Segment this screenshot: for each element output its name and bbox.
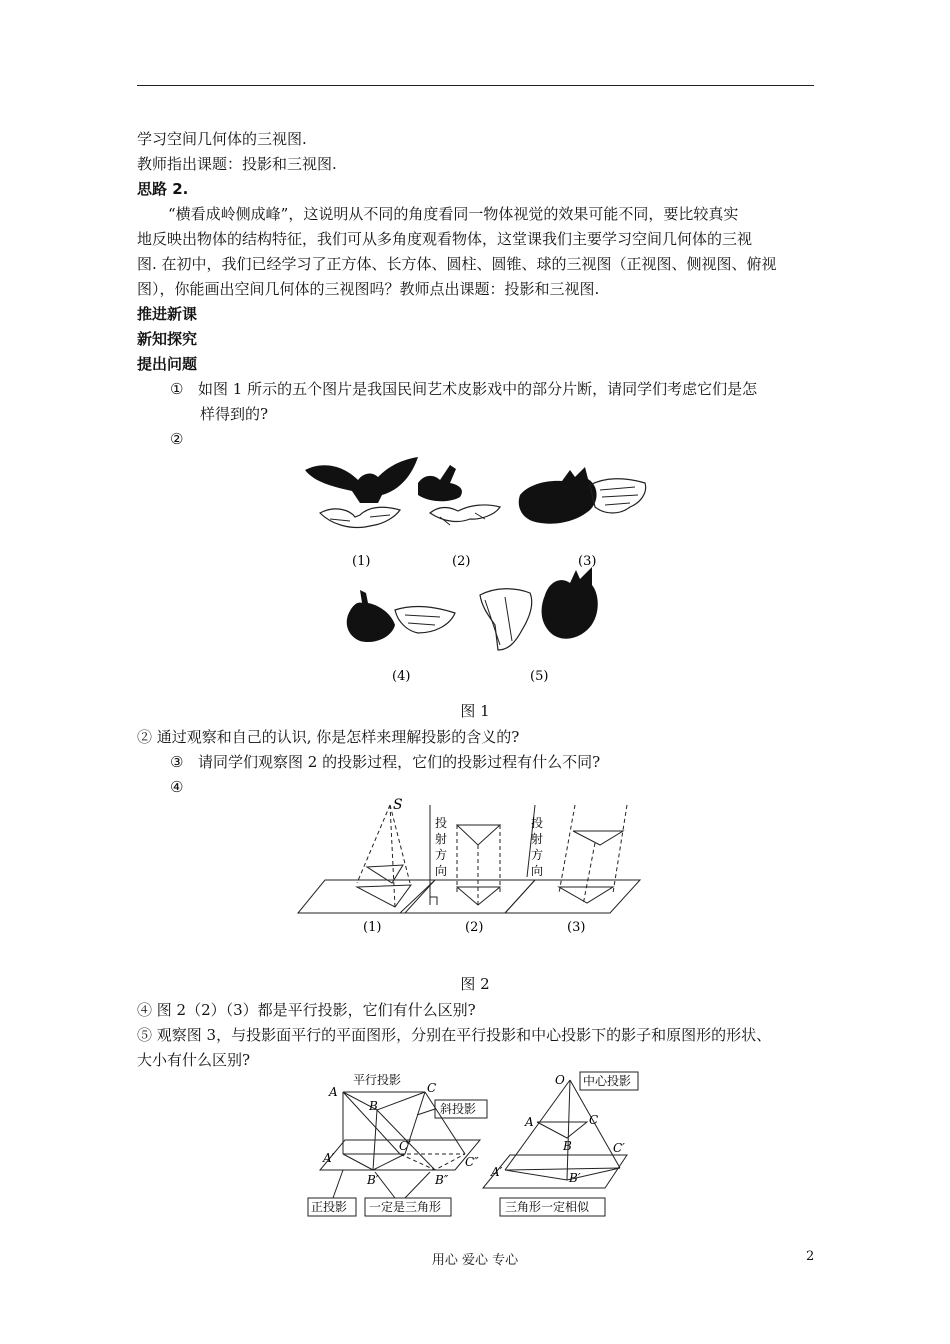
shadow-bird-image: [305, 457, 418, 527]
fig1-label-3: (3): [578, 554, 597, 569]
question-3-text: 请同学们观察图 2 的投影过程，它们的投影过程有什么不同?: [198, 753, 601, 771]
label-left-a: A: [329, 1085, 338, 1099]
svg-text:向: 向: [531, 864, 544, 878]
shadow-animal-image: [418, 465, 500, 525]
figure-2-caption: 图 2: [460, 975, 490, 993]
svg-text:方: 方: [531, 848, 544, 862]
point-s-label: S: [393, 797, 403, 813]
question-1-number: ①: [170, 380, 184, 398]
question-2-number: ②: [170, 430, 184, 448]
projection-direction-label-1: [435, 815, 447, 878]
paragraph-2: 教师指出课题：投影和三视图.: [137, 155, 337, 173]
label-left-c: C: [427, 1081, 437, 1095]
question-1-text-a: 如图 1 所示的五个图片是我国民间艺术皮影戏中的部分片断，请同学们考虑它们是怎: [198, 380, 758, 398]
question-5-text-b: 大小有什么区别?: [137, 1051, 251, 1069]
heading-xinzhi: 新知探究: [137, 330, 198, 348]
label-right-b: B: [563, 1139, 572, 1153]
svg-text:射: 射: [435, 832, 448, 846]
parallel-projection-title: 平行投影: [353, 1073, 402, 1087]
shadow-goat-image: [519, 467, 646, 524]
svg-text:向: 向: [435, 864, 448, 878]
figure-2-projections: [295, 795, 665, 940]
heading-tichu: 提出问题: [137, 355, 198, 373]
center-projection-title: 中心投影: [583, 1074, 632, 1088]
fig1-label-2: (2): [452, 554, 471, 569]
label-right-a-prime: A′: [491, 1165, 503, 1179]
must-triangle-label: 一定是三角形: [369, 1200, 442, 1214]
footer-text: 用心 爱心 专心: [431, 1253, 519, 1268]
label-left-b-double-prime: B″: [435, 1173, 449, 1187]
label-left-a-prime: A′: [323, 1151, 335, 1165]
figure-1-caption: 图 1: [460, 702, 490, 720]
label-right-c: C: [589, 1113, 599, 1127]
fig2-label-3: (3): [567, 920, 586, 935]
svg-text:射: 射: [531, 832, 544, 846]
question-5-text-a: ⑤ 观察图 3，与投影面平行的平面图形，分别在平行投影和中心投影下的影子和原图形的形状、: [137, 1026, 772, 1044]
label-right-a: A: [525, 1115, 534, 1129]
question-3: [170, 750, 600, 775]
paragraph-3c: 图. 在初中，我们已经学习了正方体、长方体、圆柱、圆锥、球的三视图（正视图、侧视图、俯视: [137, 255, 777, 273]
fig2-label-1: (1): [363, 920, 382, 935]
paragraph-3b: 地反映出物体的结构特征，我们可从多角度观看物体，这堂课我们主要学习空间几何体的三视: [137, 230, 753, 248]
label-left-c-prime: C′: [399, 1139, 411, 1153]
question-3-number: ③: [170, 753, 184, 771]
fig1-label-1: (1): [352, 554, 371, 569]
heading-tuijin: 推进新课: [137, 305, 198, 323]
projection-direction-label-2: [531, 815, 543, 878]
question-1: [170, 377, 757, 402]
fig2-label-2: (2): [465, 920, 484, 935]
label-left-b: B: [369, 1099, 378, 1113]
label-right-c-prime: C′: [613, 1141, 625, 1155]
figure-1-shadow-puppets: [300, 455, 660, 690]
fig1-label-4: (4): [392, 669, 411, 684]
label-left-c-double-prime: C″: [465, 1155, 479, 1169]
plane-1: [298, 880, 435, 913]
shadow-rabbit-image: [347, 590, 455, 642]
question-4-number: ④: [170, 778, 184, 796]
plane-3: [505, 880, 640, 913]
svg-text:方: 方: [435, 848, 448, 862]
oblique-projection-label: 斜投影: [440, 1102, 477, 1116]
orthogonal-projection-label: 正投影: [311, 1200, 348, 1214]
svg-text:投: 投: [435, 816, 448, 830]
label-left-b-prime: B′: [367, 1173, 379, 1187]
shadow-horse-image: [480, 567, 598, 650]
similar-triangle-label: 三角形一定相似: [505, 1200, 590, 1214]
question-4-text: ④ 图 2（2）（3）都是平行投影，它们有什么区别?: [137, 1001, 476, 1019]
svg-text:投: 投: [531, 816, 544, 830]
page-number: 2: [806, 1249, 815, 1264]
question-2-text: ② 通过观察和自己的认识, 你是怎样来理解投影的含义的?: [137, 728, 520, 746]
paragraph-3d: 图），你能画出空间几何体的三视图吗？教师点出课题：投影和三视图.: [137, 280, 600, 298]
figure-3-projection-comparison: [305, 1070, 645, 1220]
label-right-o: O: [555, 1073, 565, 1087]
question-1-text-b: 样得到的?: [200, 405, 269, 423]
heading-silu2: 思路 2.: [137, 180, 189, 198]
label-right-b-prime: B′: [569, 1171, 581, 1185]
paragraph-1: 学习空间几何体的三视图.: [137, 130, 307, 148]
fig1-label-5: (5): [530, 669, 549, 684]
paragraph-3a: “横看成岭侧成峰”，这说明从不同的角度看同一物体视觉的效果可能不同，要比较真实: [168, 205, 739, 223]
header-rule: [137, 85, 814, 86]
